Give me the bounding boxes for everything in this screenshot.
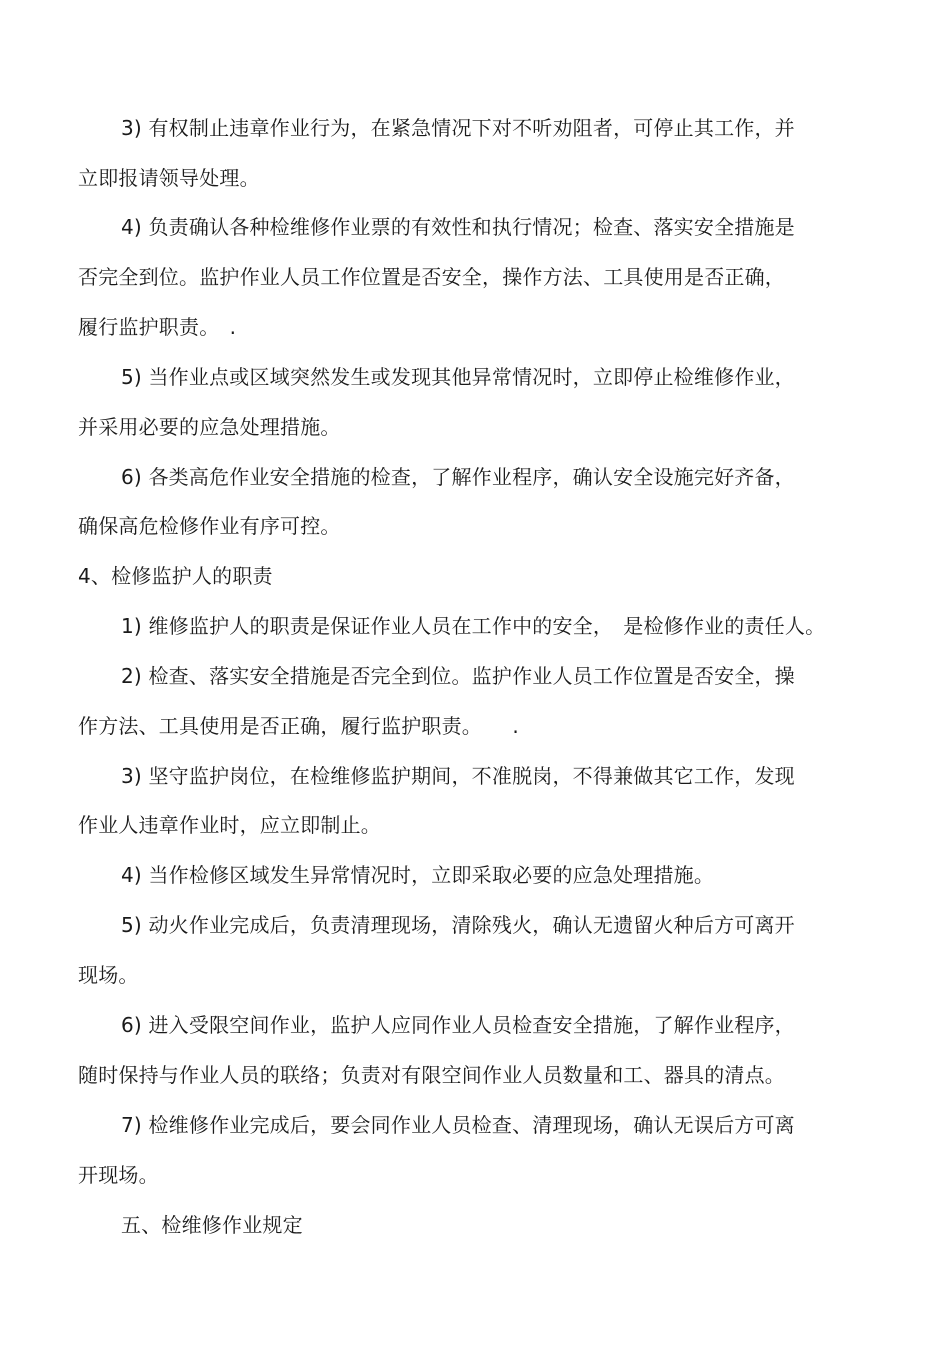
paragraph-line: 3) 坚守监护岗位，在检维修监护期间，不准脱岗，不得兼做其它工作，发现	[121, 764, 795, 788]
paragraph-line: 7) 检维修作业完成后，要会同作业人员检查、清理现场，确认无误后方可离	[121, 1113, 795, 1137]
paragraph-line: 确保高危检修作业有序可控。	[78, 514, 341, 538]
paragraph-line: 现场。	[78, 963, 139, 987]
paragraph-line: 随时保持与作业人员的联络；负责对有限空间作业人员数量和工、器具的清点。	[78, 1063, 785, 1087]
paragraph-line: 并采用必要的应急处理措施。	[78, 415, 341, 439]
paragraph-line: 6) 进入受限空间作业，监护人应同作业人员检查安全措施，了解作业程序，	[121, 1013, 795, 1037]
paragraph-line: 作业人违章作业时，应立即制止。	[78, 813, 381, 837]
paragraph-line: 立即报请领导处理。	[78, 166, 260, 190]
section-heading: 五、检维修作业规定	[121, 1213, 303, 1237]
paragraph-line: 作方法、工具使用是否正确，履行监护职责。 .	[78, 714, 519, 738]
paragraph-line: 4) 当作检修区域发生异常情况时，立即采取必要的应急处理措施。	[121, 863, 715, 887]
paragraph-line: 6) 各类高危作业安全措施的检查，了解作业程序，确认安全设施完好齐备，	[121, 465, 795, 489]
paragraph-line: 2) 检查、落实安全措施是否完全到位。监护作业人员工作位置是否安全，操	[121, 664, 795, 688]
paragraph-line: 5) 当作业点或区域突然发生或发现其他异常情况时，立即停止检维修作业，	[121, 365, 795, 389]
paragraph-line: 4) 负责确认各种检维修作业票的有效性和执行情况；检查、落实安全措施是	[121, 215, 795, 239]
paragraph-line: 1) 维修监护人的职责是保证作业人员在工作中的安全， 是检修作业的责任人。	[121, 614, 826, 638]
section-heading: 4、检修监护人的职责	[78, 564, 273, 588]
paragraph-line: 否完全到位。监护作业人员工作位置是否安全，操作方法、工具使用是否正确，	[78, 265, 785, 289]
paragraph-line: 履行监护职责。 .	[78, 315, 237, 339]
paragraph-line: 开现场。	[78, 1163, 159, 1187]
paragraph-line: 5) 动火作业完成后，负责清理现场，清除残火，确认无遗留火种后方可离开	[121, 913, 795, 937]
paragraph-line: 3) 有权制止违章作业行为，在紧急情况下对不听劝阻者，可停止其工作，并	[121, 116, 795, 140]
